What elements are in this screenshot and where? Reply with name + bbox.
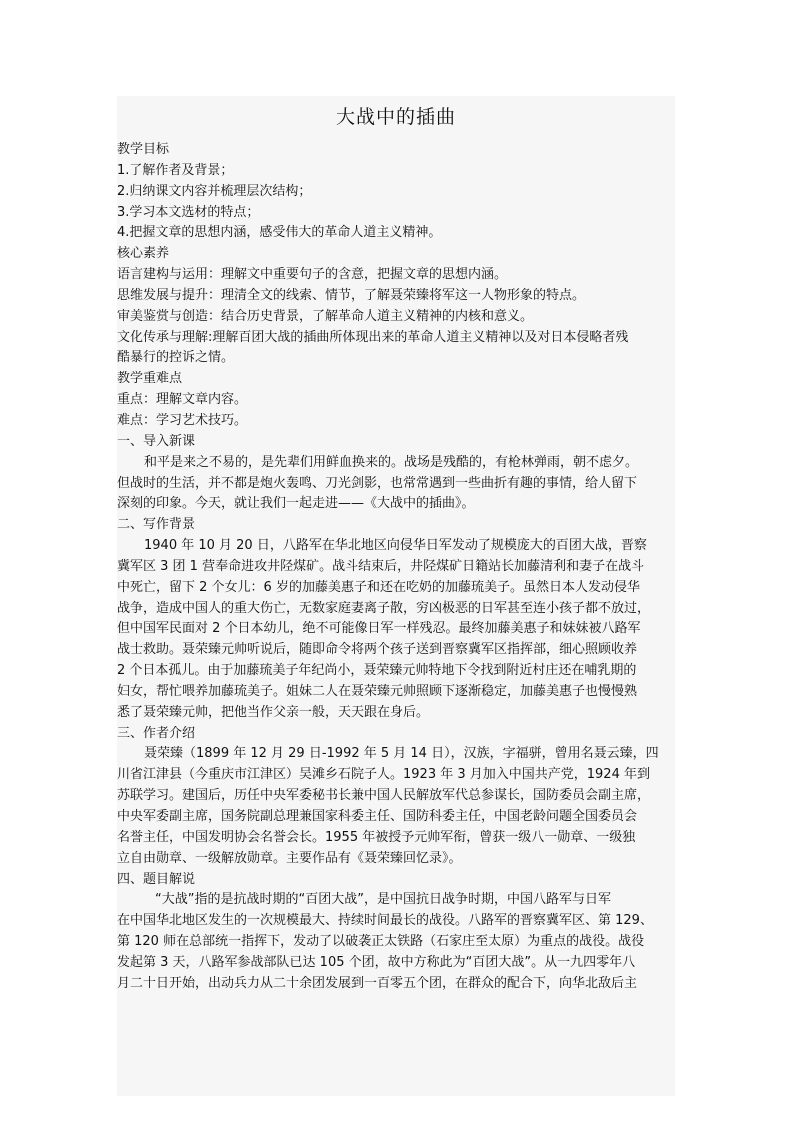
text-line: 教学重难点 — [117, 371, 183, 387]
text-line: 2.归纳课文内容并梳理层次结构； — [117, 183, 312, 199]
text-line: 悉了聂荣臻元帅，把他当作父亲一般，天天跟在身后。 — [117, 704, 430, 720]
text-line: 文化传承与理解:理解百团大战的插曲所体现出来的革命人道主义精神以及对日本侵略者残 — [117, 329, 629, 345]
page-title: 大战中的插曲 — [335, 106, 456, 128]
text-line: 一、导入新课 — [117, 433, 196, 449]
text-line: 重点：理解文章内容。 — [117, 392, 248, 408]
text-line: 和平是来之不易的，是先辈们用鲜血换来的。战场是残酷的，有枪林弹雨，朝不虑夕。 — [144, 454, 639, 470]
text-line: 立自由勋章、一级解放勋章。主要作品有《聂荣臻回忆录》。 — [117, 850, 462, 866]
text-line: 酷暴行的控诉之情。 — [117, 350, 235, 366]
text-line: 核心素养 — [117, 246, 170, 262]
text-line: 四、题目解说 — [117, 871, 196, 887]
text-line: 第 120 师在总部统一指挥下，发动了以破袭正太铁路（石家庄至太原）为重点的战役。战役 — [117, 934, 645, 950]
text-line: 冀军区 3 团 1 营奉命进攻井陉煤矿。战斗结束后，井陉煤矿日籍站长加藤清利和妻子在战斗 — [117, 558, 645, 574]
text-line: 聂荣臻（1899 年 12 月 29 日-1992 年 5 月 14 日），汉族，字福骈，曾用名聂云臻，四 — [144, 746, 659, 762]
text-line: 战争，造成中国人的重大伤亡，无数家庭妻离子散，穷凶极恶的日军甚至连小孩子都不放过， — [117, 600, 651, 616]
text-line: 战士救助。聂荣臻元帅听说后，随即命令将两个孩子送到晋察冀军区指挥部，细心照顾收养 — [117, 642, 638, 658]
text-line: 但战时的生活，并不都是炮火轰鸣、刀光剑影，也常常遇到一些曲折有趣的事情，给人留下 — [117, 475, 638, 491]
text-line: 二、写作背景 — [117, 517, 196, 533]
text-line: 三、作者介绍 — [117, 725, 196, 741]
text-line: 2 个日本孤儿。由于加藤琉美子年纪尚小，聂荣臻元帅特地下令找到附近村庄还在哺乳期的 — [117, 663, 637, 679]
document-body — [117, 140, 677, 995]
text-line: 苏联学习。建国后，历任中央军委秘书长兼中国人民解放军代总参谋长，国防委员会副主席， — [117, 788, 651, 804]
text-line: 思维发展与提升：理清全文的线索、情节，了解聂荣臻将军这一人物形象的特点。 — [117, 287, 586, 303]
text-line: 在中国华北地区发生的一次规模最大、持续时间最长的战役。八路军的晋察冀军区、第 129、 — [117, 913, 653, 929]
text-line: 难点：学习艺术技巧。 — [117, 412, 248, 428]
text-line: 名誉主任，中国发明协会名誉会长。1955 年被授予元帅军衔，曾获一级八一勋章、一级独 — [117, 829, 636, 845]
text-line: 川省江津县（今重庆市江津区）吴滩乡石院子人。1923 年 3 月加入中国共产党，1924 年到 — [117, 767, 650, 783]
text-line: 1.了解作者及背景； — [117, 162, 234, 178]
text-line: 1940 年 10 月 20 日，八路军在华北地区向侵华日军发动了规模庞大的百团大战，晋察 — [144, 538, 647, 554]
text-line: 语言建构与运用：理解文中重要句子的含意，把握文章的思想内涵。 — [117, 267, 508, 283]
text-line: 中央军委副主席，国务院副总理兼国家科委主任、国防科委主任，中国老龄问题全国委员会 — [117, 809, 638, 824]
text-line: 发起第 3 天，八路军参战部队已达 105 个团，故中方称此为“百团大战”。从一九四零年八 — [117, 954, 636, 970]
text-line: 中死亡，留下 2 个女儿：6 岁的加藤美惠子和还在吃奶的加藤琉美子。虽然日本人发动侵华 — [117, 579, 640, 595]
text-line: 深刻的印象。今天，就让我们一起走进——《大战中的插曲》。 — [117, 496, 475, 512]
text-line: 教学目标 — [117, 142, 170, 157]
text-line: “大战”指的是抗战时期的“百团大战”，是中国抗日战争时期，中国八路军与日军 — [155, 892, 611, 908]
text-line: 3.学习本文选材的特点； — [117, 204, 260, 220]
text-line: 但中国军民面对 2 个日本幼儿，绝不可能像日军一样残忍。最终加藤美惠子和妹妹被八路军 — [117, 621, 641, 637]
text-line: 审美鉴赏与创造：结合历史背景，了解革命人道主义精神的内核和意义。 — [117, 308, 534, 324]
text-line: 月二十日开始，出动兵力从二十余团发展到一百零五个团，在群众的配合下，向华北敌后主 — [117, 975, 638, 991]
text-line: 4.把握文章的思想内涵，感受伟大的革命人道主义精神。 — [117, 225, 442, 241]
text-line: 妇女，帮忙喂养加藤琉美子。姐妹二人在聂荣臻元帅照顾下逐渐稳定，加藤美惠子也慢慢熟 — [117, 683, 638, 699]
